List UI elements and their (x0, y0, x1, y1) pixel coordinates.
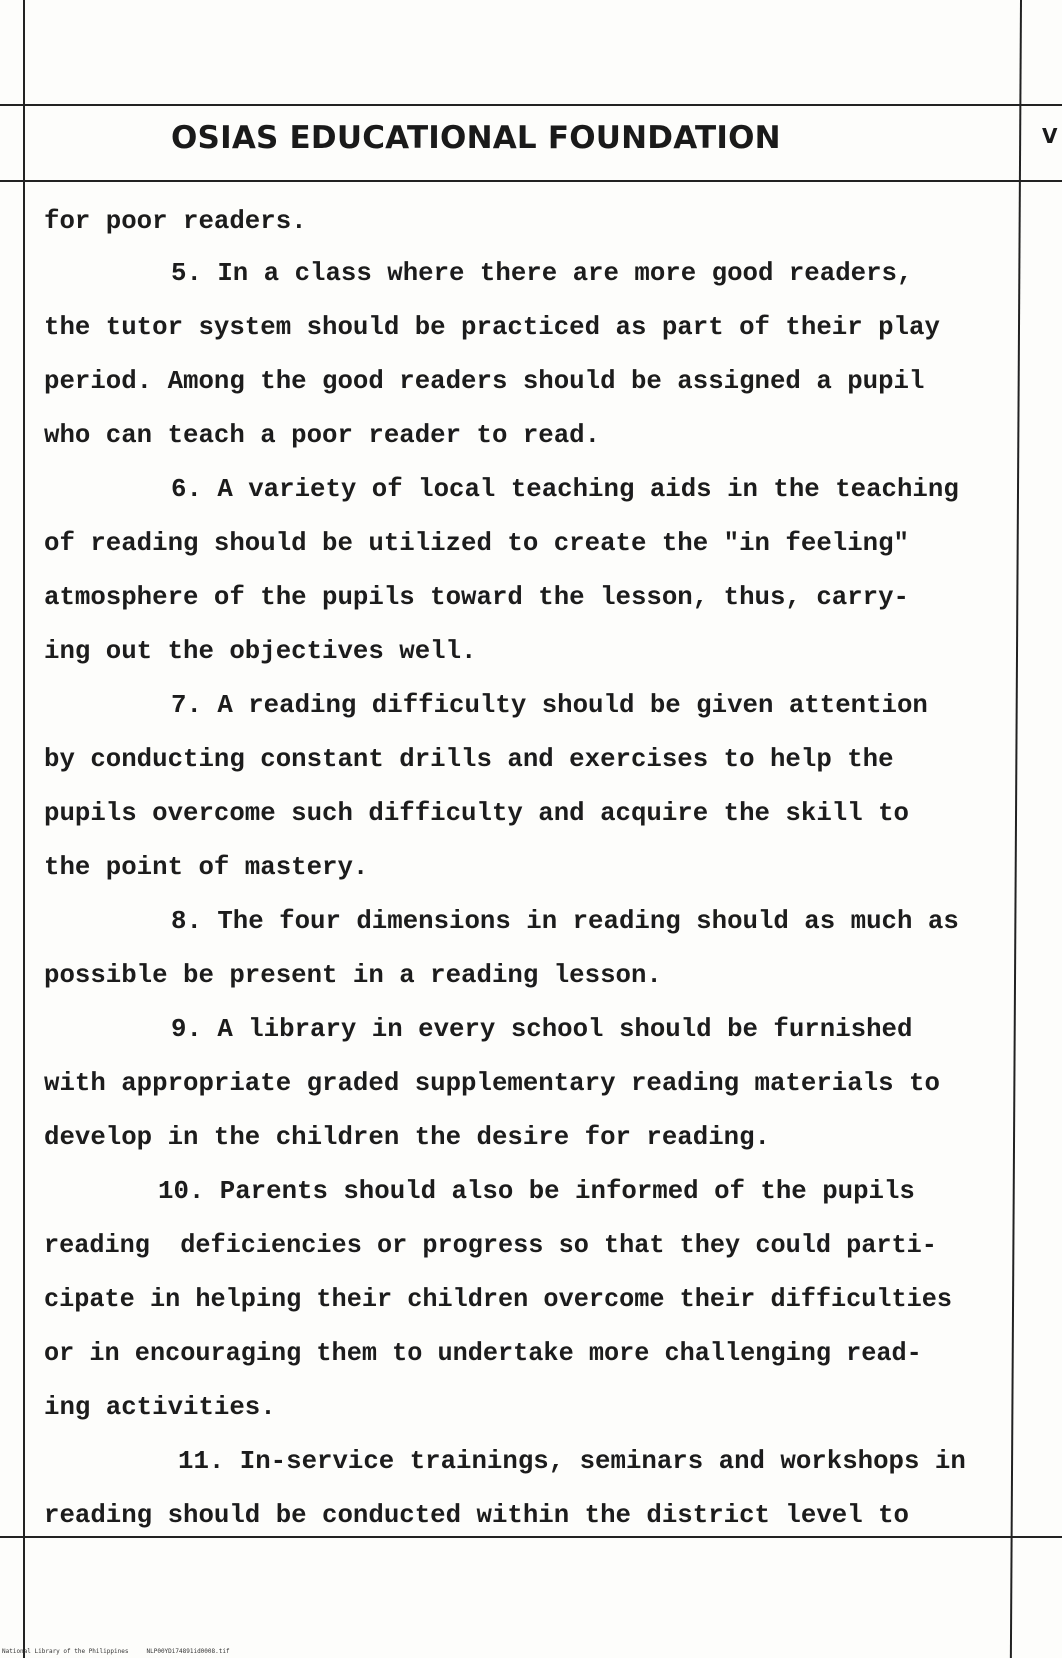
bottom-rule (0, 1536, 1062, 1538)
archive-footer-note: National Library of the Philippines NLP00YDi74891id0008.tif (2, 1648, 230, 1655)
text-line: the point of mastery. (44, 852, 369, 882)
text-line: possible be present in a reading lesson. (44, 960, 662, 990)
text-line: 9. A library in every school should be furnished (171, 1014, 913, 1044)
text-line: 7. A reading difficulty should be given attention (171, 690, 928, 720)
text-line: the tutor system should be practiced as part of their play (44, 312, 940, 342)
header-rule (0, 180, 1062, 182)
text-line: period. Among the good readers should be assigned a pupil (44, 366, 925, 396)
text-line: develop in the children the desire for reading. (44, 1122, 770, 1152)
letterhead-title: OSIAS EDUCATIONAL FOUNDATION (171, 120, 781, 156)
text-line: reading should be conducted within the district level to (44, 1500, 910, 1530)
text-line: pupils overcome such difficulty and acquire the skill to (44, 798, 910, 828)
text-line: with appropriate graded supplementary reading materials to (44, 1068, 940, 1098)
text-line: 6. A variety of local teaching aids in the teaching (171, 474, 959, 504)
top-rule (0, 104, 1062, 106)
text-line: 8. The four dimensions in reading should as much as (171, 906, 959, 936)
text-line: ing activities. (44, 1392, 276, 1422)
text-line: ing out the objectives well. (44, 636, 477, 666)
page-mark: V (1042, 124, 1058, 148)
text-line: by conducting constant drills and exercises to help the (44, 744, 894, 774)
text-line: cipate in helping their children overcome their difficulties (44, 1284, 953, 1314)
left-margin-line (23, 0, 25, 1658)
text-line: 5. In a class where there are more good readers, (171, 258, 913, 288)
text-line: reading deficiencies or progress so that they could parti- (44, 1230, 937, 1260)
right-margin-line (1010, 0, 1022, 1658)
text-line: of reading should be utilized to create the "in feeling" (44, 528, 910, 558)
text-line: 11. In-service trainings, seminars and workshops in (178, 1446, 966, 1476)
text-line: or in encouraging them to undertake more challenging read- (44, 1338, 922, 1368)
text-line: 10. Parents should also be informed of the pupils (158, 1176, 915, 1206)
text-line: for poor readers. (44, 206, 307, 236)
text-line: who can teach a poor reader to read. (44, 420, 601, 450)
text-line: atmosphere of the pupils toward the lesson, thus, carry- (44, 582, 910, 612)
